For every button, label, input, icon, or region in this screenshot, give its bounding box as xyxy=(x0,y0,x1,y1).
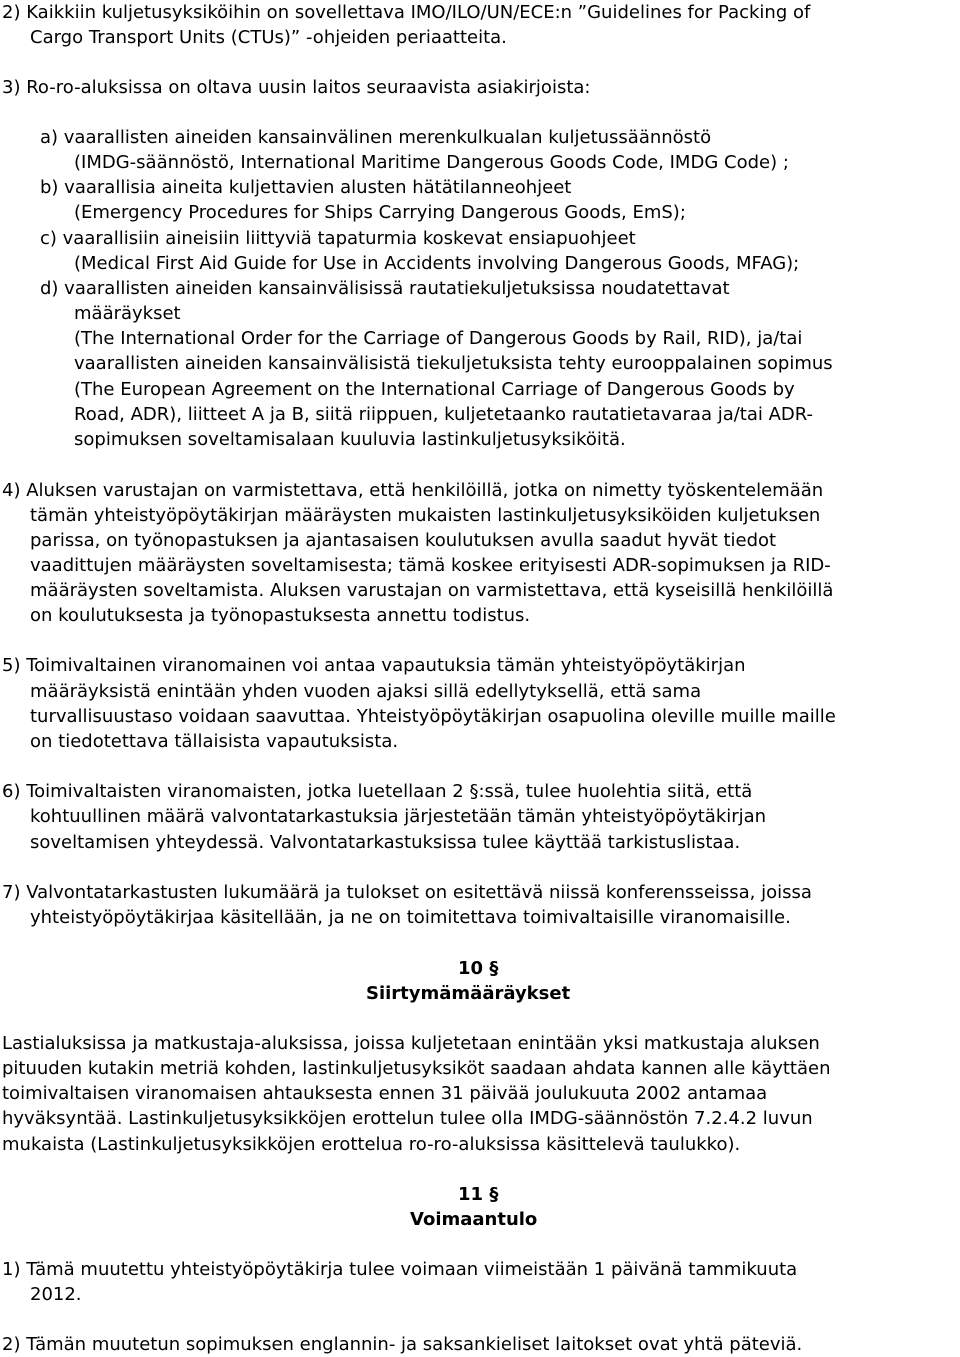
text-line: soveltamisen yhteydessä. Valvontatarkastuksissa tulee käyttää tarkistuslistaa. xyxy=(30,832,741,853)
text-line: Cargo Transport Units (CTUs)” -ohjeiden periaatteita. xyxy=(30,27,507,48)
text-line: vaadittujen määräysten soveltamisesta; tämä koskee erityisesti ADR-sopimuksen ja RID- xyxy=(30,555,831,576)
text-line: on tiedotettava tällaisista vapautuksista. xyxy=(30,731,399,752)
text-line: sopimuksen soveltamisalaan kuuluvia lastinkuljetusyksiköitä. xyxy=(74,429,626,450)
text-line: toimivaltaisen viranomaisen ahtauksesta ennen 31 päivää joulukuuta 2002 antamaa xyxy=(2,1083,768,1104)
text-line: 1) Tämä muutettu yhteistyöpöytäkirja tulee voimaan viimeistään 1 päivänä tammikuuta xyxy=(2,1259,798,1280)
text-line: määräykset xyxy=(74,303,181,324)
text-line: pituuden kutakin metriä kohden, lastinkuljetusyksiköt saadaan ahdata kannen alle käyttäen xyxy=(2,1058,831,1079)
text-line: määräyksistä enintään yhden vuoden ajaksi sillä edellytyksellä, että sama xyxy=(30,681,702,702)
text-line: c) vaarallisiin aineisiin liittyviä tapaturmia koskevat ensiapuohjeet xyxy=(40,228,636,249)
text-line: mukaista (Lastinkuljetusyksikköjen erottelua ro-ro-aluksissa käsittelevä taulukko). xyxy=(2,1134,741,1155)
text-line: kohtuullinen määrä valvontatarkastuksia järjestetään tämän yhteistyöpöytäkirjan xyxy=(30,806,767,827)
text-line: d) vaarallisten aineiden kansainvälisissä rautatiekuljetuksissa noudatettavat xyxy=(40,278,730,299)
text-line: (Emergency Procedures for Ships Carrying Dangerous Goods, EmS); xyxy=(74,202,686,223)
text-line: 2) Kaikkiin kuljetusyksiköihin on sovellettava IMO/ILO/UN/ECE:n ”Guidelines for Packing of xyxy=(2,2,811,23)
text-line: 5) Toimivaltainen viranomainen voi antaa vapautuksia tämän yhteistyöpöytäkirjan xyxy=(2,655,746,676)
section-number: 10 § xyxy=(458,958,499,979)
section-title: Siirtymämääräykset xyxy=(366,983,571,1004)
text-line: vaarallisten aineiden kansainvälisistä tiekuljetuksista tehty eurooppalainen sopimus xyxy=(74,353,833,374)
text-line: (The European Agreement on the International Carriage of Dangerous Goods by xyxy=(74,379,795,400)
text-line: a) vaarallisten aineiden kansainvälinen merenkulkualan kuljetussäännöstö xyxy=(40,127,712,148)
text-line: yhteistyöpöytäkirjaa käsitellään, ja ne on toimitettava toimivaltaisille viranomaisille. xyxy=(30,907,791,928)
text-line: 4) Aluksen varustajan on varmistettava, että henkilöillä, jotka on nimetty työskentelemään xyxy=(2,480,824,501)
text-line: 2012. xyxy=(30,1284,82,1305)
text-line: Lastialuksissa ja matkustaja-aluksissa, joissa kuljetetaan enintään yksi matkustaja aluksen xyxy=(2,1033,820,1054)
section-number: 11 § xyxy=(458,1184,499,1205)
section-title: Voimaantulo xyxy=(410,1209,538,1230)
text-line: (Medical First Aid Guide for Use in Accidents involving Dangerous Goods, MFAG); xyxy=(74,253,800,274)
text-line: b) vaarallisia aineita kuljettavien alusten hätätilanneohjeet xyxy=(40,177,572,198)
text-line: (The International Order for the Carriage of Dangerous Goods by Rail, RID), ja/tai xyxy=(74,328,803,349)
text-line: määräysten soveltamista. Aluksen varustajan on varmistettava, että kyseisillä henkilöillä xyxy=(30,580,834,601)
text-line: 6) Toimivaltaisten viranomaisten, jotka luetellaan 2 §:ssä, tulee huolehtia siitä, että xyxy=(2,781,753,802)
text-line: turvallisuustaso voidaan saavuttaa. Yhteistyöpöytäkirjan osapuolina oleville muille maille xyxy=(30,706,836,727)
text-line: hyväksyntää. Lastinkuljetusyksikköjen erottelun tulee olla IMDG-säännöstön 7.2.4.2 luvun xyxy=(2,1108,813,1129)
text-line: Road, ADR), liitteet A ja B, siitä riippuen, kuljetetaanko rautatietavaraa ja/tai ADR- xyxy=(74,404,814,425)
text-line: on koulutuksesta ja työnopastuksesta annettu todistus. xyxy=(30,605,531,626)
text-line: 3) Ro-ro-aluksissa on oltava uusin laitos seuraavista asiakirjoista: xyxy=(2,77,591,98)
text-line: 2) Tämän muutetun sopimuksen englannin- ja saksankieliset laitokset ovat yhtä päteviä. xyxy=(2,1334,803,1355)
text-line: (IMDG-säännöstö, International Maritime Dangerous Goods Code, IMDG Code) ; xyxy=(74,152,789,173)
text-line: parissa, on työnopastuksen ja ajantasaisen koulutuksen avulla saadut hyvät tiedot xyxy=(30,530,777,551)
text-line: 7) Valvontatarkastusten lukumäärä ja tulokset on esitettävä niissä konferensseissa, joissa xyxy=(2,882,812,903)
text-line: tämän yhteistyöpöytäkirjan määräysten mukaisten lastinkuljetusyksiköiden kuljetuksen xyxy=(30,505,821,526)
